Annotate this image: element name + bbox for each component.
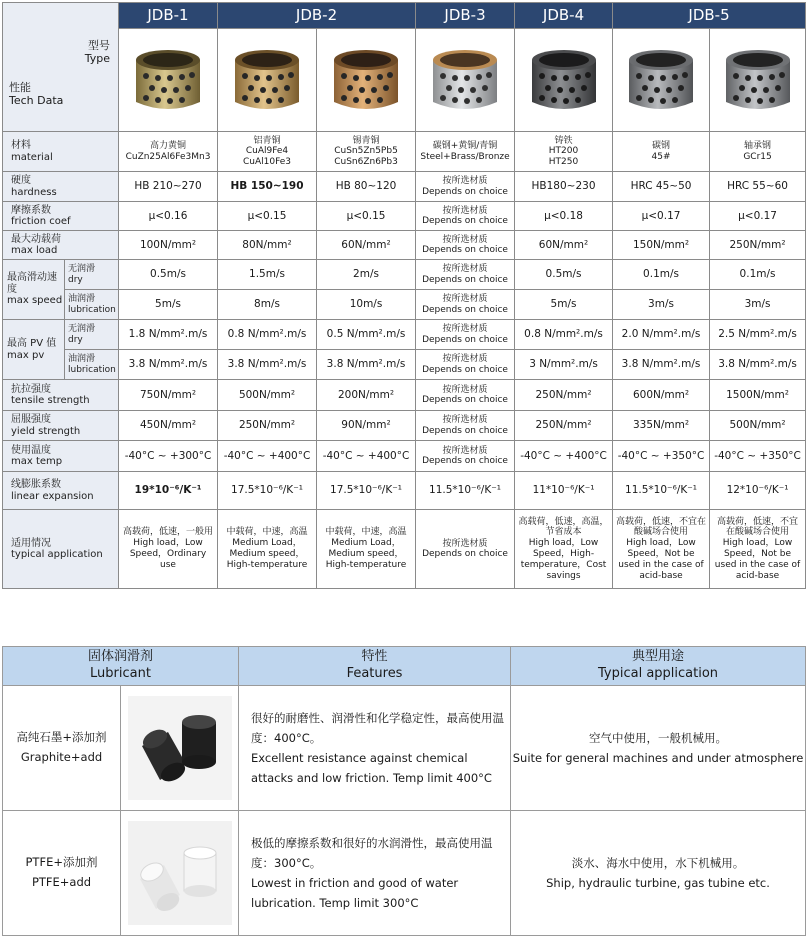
pv-lub-row: [3, 350, 806, 380]
temp-cell: -40°C ~ +400°C: [515, 441, 613, 472]
speed-cell: 0.5m/s: [119, 260, 218, 290]
maxload-cell: 250N/mm²: [710, 231, 806, 260]
temp-cell: -40°C ~ +350°C: [613, 441, 710, 472]
lubricant-header-row: [3, 647, 806, 686]
hardness-cell: HB180~230: [515, 172, 613, 202]
maxload-cell: 100N/mm²: [119, 231, 218, 260]
model-jdb4: JDB-4: [515, 3, 613, 29]
features-header: 特性 Features: [239, 647, 511, 686]
friction-row: [3, 202, 806, 231]
material-cell: 锡青铜 CuSn5Zn5Pb5 CuSn6Zn6Pb3: [317, 132, 416, 172]
hardness-cell: HB 80~120: [317, 172, 416, 202]
tensile-cell: 250N/mm²: [515, 380, 613, 411]
temp-cell: -40°C ~ +350°C: [710, 441, 806, 472]
yield-cell: 250N/mm²: [515, 411, 613, 441]
material-cell: 轴承钢 GCr15: [710, 132, 806, 172]
yield-row: [3, 411, 806, 441]
choice-cell: 按所选材质 Depends on choice: [416, 202, 515, 231]
tensile-cell: 1500N/mm²: [710, 380, 806, 411]
material-cell: 铝青铜 CuAl9Fe4 CuAl10Fe3: [218, 132, 317, 172]
hardness-cell: HRC 45~50: [613, 172, 710, 202]
lubrication-label: 油润滑 lubrication: [65, 290, 119, 320]
lubricant-row: [3, 686, 806, 811]
choice-cell: 按所选材质 Depends on choice: [416, 290, 515, 320]
lubricant-name: PTFE+添加剂 PTFE+add: [3, 811, 121, 936]
pv-cell: 2.5 N/mm².m/s: [710, 320, 806, 350]
application-cell: 高载荷，低速，一般用 High load，Low Speed，Ordinary use: [119, 510, 218, 589]
choice-cell: 按所选材质 Depends on choice: [416, 172, 515, 202]
lubricant-features: 极低的摩擦系数和很好的水润滑性，最高使用温度：300°C。 Lowest in friction and good of water lubrication. Temp limit 300°C: [239, 811, 511, 936]
cast-iron-bushing-icon: [524, 42, 604, 118]
product-photo-row: [3, 29, 806, 132]
maxload-label: 最大动载荷 max load: [3, 231, 119, 260]
temp-cell: -40°C ~ +400°C: [317, 441, 416, 472]
steel-bronze-bushing-icon: [425, 42, 505, 118]
carbon-steel-bushing-icon: [621, 42, 701, 118]
pv-cell: 3.8 N/mm².m/s: [317, 350, 416, 380]
pv-cell: 1.8 N/mm².m/s: [119, 320, 218, 350]
application-cell: 高载荷，低速，不宜在酸碱场合使用 High load，Low Speed，Not be used in the case of acid-base: [710, 510, 806, 589]
choice-cell: 按所选材质 Depends on choice: [416, 320, 515, 350]
temp-cell: -40°C ~ +300°C: [119, 441, 218, 472]
lubricant-use: 空气中使用，一般机械用。 Suite for general machines and under atmosphere: [511, 686, 806, 811]
yield-cell: 335N/mm²: [613, 411, 710, 441]
material-cell: 碳钢+黄铜/青铜 Steel+Brass/Bronze: [416, 132, 515, 172]
application-header: 典型用途 Typical application: [511, 647, 806, 686]
hardness-cell: HB 210~270: [119, 172, 218, 202]
maxload-cell: 60N/mm²: [515, 231, 613, 260]
speed-cell: 3m/s: [710, 290, 806, 320]
choice-cell: 按所选材质 Depends on choice: [416, 260, 515, 290]
hardness-label: 硬度 hardness: [3, 172, 119, 202]
model-jdb2: JDB-2: [218, 3, 416, 29]
friction-cell: μ<0.17: [710, 202, 806, 231]
material-cell: 碳钢 45#: [613, 132, 710, 172]
expansion-row: [3, 472, 806, 510]
corner-cell: [3, 3, 119, 132]
dry-label: 无润滑 dry: [65, 260, 119, 290]
application-cell: 中载荷，中速，高温 Medium Load，Medium speed，High-temperature: [317, 510, 416, 589]
expansion-cell: 11*10⁻⁶/K⁻¹: [515, 472, 613, 510]
maxload-row: [3, 231, 806, 260]
lubricant-name: 高纯石墨+添加剂 Graphite+add: [3, 686, 121, 811]
lubricant-use: 淡水、海水中使用，水下机械用。 Ship, hydraulic turbine, gas tubine etc.: [511, 811, 806, 936]
dry-label: 无润滑 dry: [65, 320, 119, 350]
material-cell: 高力黄铜 CuZn25Al6Fe3Mn3: [119, 132, 218, 172]
pv-cell: 2.0 N/mm².m/s: [613, 320, 710, 350]
friction-label: 摩擦系数 friction coef: [3, 202, 119, 231]
application-row: [3, 510, 806, 589]
expansion-cell: 12*10⁻⁶/K⁻¹: [710, 472, 806, 510]
speed-dry-row: [3, 260, 806, 290]
pv-cell: 0.5 N/mm².m/s: [317, 320, 416, 350]
speed-cell: 0.5m/s: [515, 260, 613, 290]
speed-cell: 5m/s: [119, 290, 218, 320]
temp-cell: -40°C ~ +400°C: [218, 441, 317, 472]
speed-lub-row: [3, 290, 806, 320]
maxpv-label: 最高 PV 值 max pv: [3, 320, 65, 380]
speed-cell: 1.5m/s: [218, 260, 317, 290]
speed-cell: 2m/s: [317, 260, 416, 290]
maxspeed-label: 最高滑动速度 max speed: [3, 260, 65, 320]
hardness-cell: HRC 55~60: [710, 172, 806, 202]
material-row: [3, 132, 806, 172]
tensile-label: 抗拉强度 tensile strength: [3, 380, 119, 411]
model-header-row: [3, 3, 806, 29]
friction-cell: μ<0.16: [119, 202, 218, 231]
choice-cell: 按所选材质 Depends on choice: [416, 231, 515, 260]
temp-row: [3, 441, 806, 472]
lubricant-row: [3, 811, 806, 936]
friction-cell: μ<0.17: [613, 202, 710, 231]
friction-cell: μ<0.15: [218, 202, 317, 231]
expansion-cell: 11.5*10⁻⁶/K⁻¹: [416, 472, 515, 510]
tensile-cell: 500N/mm²: [218, 380, 317, 411]
speed-cell: 0.1m/s: [710, 260, 806, 290]
friction-cell: μ<0.15: [317, 202, 416, 231]
application-cell: 高载荷，低速，不宜在酸碱场合使用 High load，Low Speed，Not be used in the case of acid-base: [613, 510, 710, 589]
pv-cell: 0.8 N/mm².m/s: [515, 320, 613, 350]
yield-cell: 500N/mm²: [710, 411, 806, 441]
material-cell: 铸铁 HT200 HT250: [515, 132, 613, 172]
speed-cell: 5m/s: [515, 290, 613, 320]
choice-cell: 按所选材质 Depends on choice: [416, 441, 515, 472]
hardness-row: [3, 172, 806, 202]
ptfe-plugs-icon: [128, 821, 232, 925]
tin-bronze-bushing-icon: [326, 42, 406, 118]
choice-cell: 按所选材质 Depends on choice: [416, 380, 515, 411]
yield-label: 屈服强度 yield strength: [3, 411, 119, 441]
model-jdb3: JDB-3: [416, 3, 515, 29]
bronze-graphite-bushing-icon: [128, 42, 208, 118]
pv-dry-row: [3, 320, 806, 350]
expansion-cell: 17.5*10⁻⁶/K⁻¹: [317, 472, 416, 510]
model-jdb1: JDB-1: [119, 3, 218, 29]
application-label: 适用情况 typical application: [3, 510, 119, 589]
tensile-cell: 750N/mm²: [119, 380, 218, 411]
tensile-cell: 600N/mm²: [613, 380, 710, 411]
pv-cell: 3 N/mm².m/s: [515, 350, 613, 380]
expansion-label: 线膨胀系数 linear expansion: [3, 472, 119, 510]
pv-cell: 3.8 N/mm².m/s: [218, 350, 317, 380]
temp-label: 使用温度 max temp: [3, 441, 119, 472]
model-jdb5: JDB-5: [613, 3, 806, 29]
lubricant-header: 固体润滑剂 Lubricant: [3, 647, 239, 686]
lubricant-features: 很好的耐磨性、润滑性和化学稳定性，最高使用温度：400°C。 Excellent resistance against chemical attacks and low friction. Temp limit 400°C: [239, 686, 511, 811]
tensile-cell: 200N/mm²: [317, 380, 416, 411]
bearing-steel-bushing-icon: [718, 42, 798, 118]
type-label: 型号 Type: [84, 39, 110, 66]
speed-cell: 0.1m/s: [613, 260, 710, 290]
application-cell: 中载荷，中速，高温 Medium Load，Medium speed，High-temperature: [218, 510, 317, 589]
maxload-cell: 150N/mm²: [613, 231, 710, 260]
expansion-cell: 17.5*10⁻⁶/K⁻¹: [218, 472, 317, 510]
speed-cell: 10m/s: [317, 290, 416, 320]
lubrication-label: 油润滑 lubrication: [65, 350, 119, 380]
pv-cell: 3.8 N/mm².m/s: [119, 350, 218, 380]
maxload-cell: 80N/mm²: [218, 231, 317, 260]
pv-cell: 3.8 N/mm².m/s: [613, 350, 710, 380]
expansion-cell: 19*10⁻⁶/K⁻¹: [119, 472, 218, 510]
pv-cell: 3.8 N/mm².m/s: [710, 350, 806, 380]
choice-cell: 按所选材质 Depends on choice: [416, 411, 515, 441]
yield-cell: 90N/mm²: [317, 411, 416, 441]
speed-cell: 3m/s: [613, 290, 710, 320]
yield-cell: 450N/mm²: [119, 411, 218, 441]
bearing-spec-table: [2, 2, 806, 589]
material-label: 材料 material: [3, 132, 119, 172]
aluminum-bronze-bushing-icon: [227, 42, 307, 118]
graphite-plugs-icon: [128, 696, 232, 800]
maxload-cell: 60N/mm²: [317, 231, 416, 260]
choice-cell: 按所选材质 Depends on choice: [416, 350, 515, 380]
pv-cell: 0.8 N/mm².m/s: [218, 320, 317, 350]
tech-data-label: 性能 Tech Data: [9, 81, 64, 108]
speed-cell: 8m/s: [218, 290, 317, 320]
hardness-cell: HB 150~190: [218, 172, 317, 202]
tensile-row: [3, 380, 806, 411]
yield-cell: 250N/mm²: [218, 411, 317, 441]
expansion-cell: 11.5*10⁻⁶/K⁻¹: [613, 472, 710, 510]
friction-cell: μ<0.18: [515, 202, 613, 231]
application-cell: 高载荷，低速，高温，节省成本 High load，Low Speed，High-temperature，Cost savings: [515, 510, 613, 589]
choice-cell: 按所选材质 Depends on choice: [416, 510, 515, 589]
lubricant-table: [2, 646, 806, 936]
